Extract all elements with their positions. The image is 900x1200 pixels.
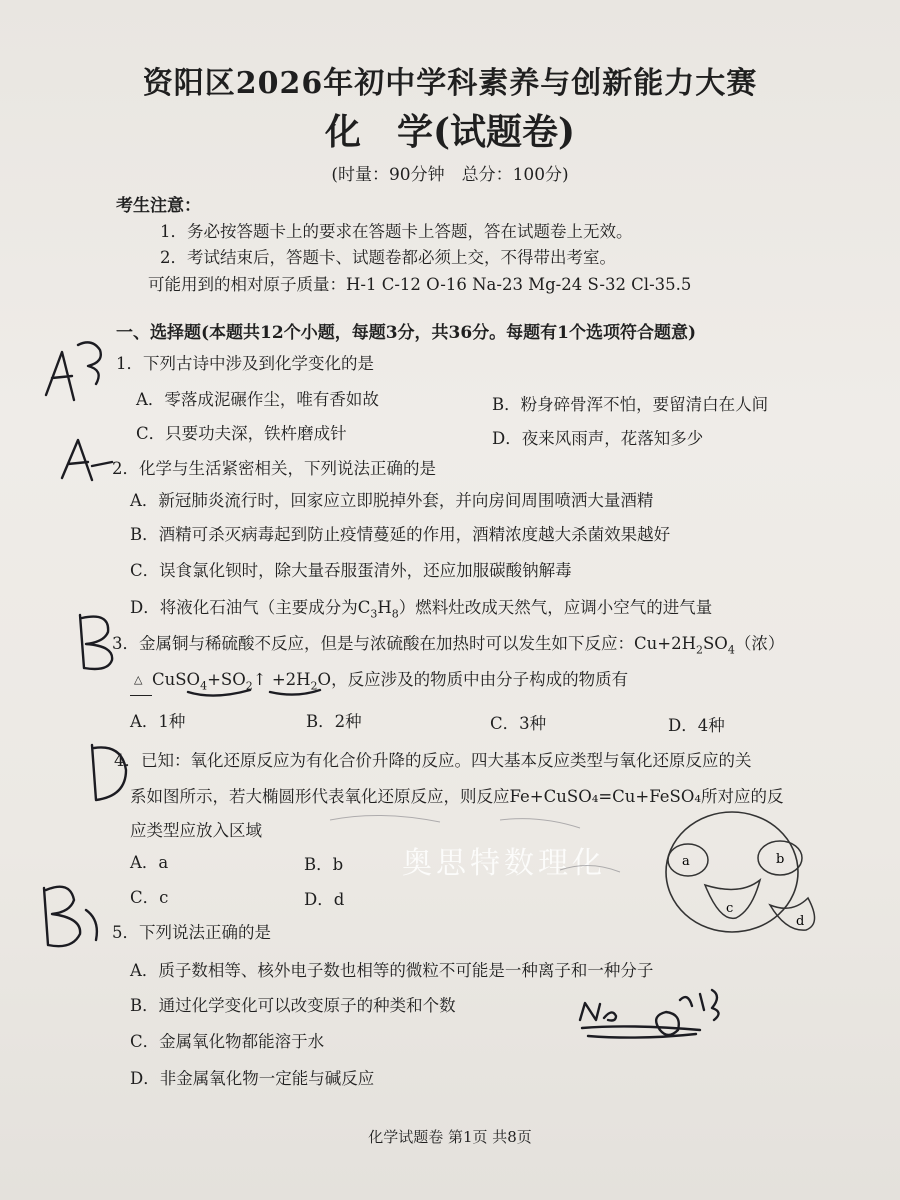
q2-option-b: B．酒精可杀灭病毒起到防止疫情蔓延的作用，酒精浓度越大杀菌效果越好 (130, 525, 671, 544)
q3-option-d: D．4种 (668, 716, 725, 735)
q5-option-b: B．通过化学变化可以改变原子的种类和个数 (130, 996, 456, 1015)
exam-title: 资阳区2026年初中学科素养与创新能力大赛 (142, 66, 758, 101)
q4-option-a: A．a (130, 853, 169, 872)
q1-option-a: A．零落成泥碾作尘，唯有香如故 (136, 390, 379, 409)
q5-option-a: A．质子数相等、核外电子数也相等的微粒不可能是一种离子和一种分子 (130, 961, 654, 980)
q2-option-d: D．将液化石油气（主要成分为$C_3H_8$）燃料灶改成天然气，应调小空气的进气量 (130, 598, 713, 621)
q1-option-c: C．只要功夫深，铁杵磨成针 (136, 424, 347, 443)
question-5-stem: 5．下列说法正确的是 (112, 923, 271, 942)
section-heading: 一、选择题(本题共12个小题，每题3分，共36分。每题有1个选项符合题意) (116, 323, 697, 343)
notice-item: 1．务必按答题卡上的要求在答题卡上答题，答在试题卷上无效。 (160, 222, 633, 241)
notice-item: 2．考试结束后，答题卡、试题卷都必须上交，不得带出考室。 (160, 248, 616, 267)
q5-option-c: C．金属氧化物都能溶于水 (130, 1032, 325, 1051)
q1-option-b: B．粉身碎骨浑不怕，要留清白在人间 (492, 395, 769, 414)
diagram-label-a: a (682, 854, 690, 869)
question-1-stem: 1．下列古诗中涉及到化学变化的是 (116, 354, 374, 373)
question-2-stem: 2．化学与生活紧密相关，下列说法正确的是 (112, 459, 436, 478)
q3-option-c: C．3种 (490, 714, 547, 733)
page-footer: 化学试题卷 第1页 共8页 (368, 1128, 532, 1146)
notice-heading: 考生注意： (116, 196, 201, 216)
q2-option-a: A．新冠肺炎流行时，回家应立即脱掉外套，并向房间周围喷洒大量酒精 (130, 491, 654, 510)
diagram-label-b: b (776, 852, 785, 867)
q4-option-c: C．c (130, 888, 169, 907)
exam-meta: (时量：90分钟 总分：100分) (331, 165, 569, 185)
atomic-masses: 可能用到的相对原子质量：H-1 C-12 O-16 Na-23 Mg-24 S-32 Cl-35.5 (148, 275, 692, 294)
question-3-stem: 3．金属铜与稀硫酸不反应，但是与浓硫酸在加热时可以发生如下反应：$Cu+2H_2SO_4$（浓） (112, 634, 785, 657)
q3-option-a: A．1种 (130, 712, 186, 731)
q4-option-b: B．b (304, 855, 344, 874)
q3-option-b: B．2种 (306, 712, 362, 731)
question-3-equation: △ $CuSO_4+SO_2↑ +2H_2O$，反应涉及的物质中由分子构成的物质有 (130, 666, 628, 692)
question-4-line-3: 应类型应放入区域 (130, 821, 262, 840)
q5-option-d: D．非金属氧化物一定能与碱反应 (130, 1069, 375, 1088)
question-4-line-2: 系如图所示，若大椭圆形代表氧化还原反应，则反应Fe+CuSO₄=Cu+FeSO₄所对应的反 (130, 787, 784, 806)
q1-option-d: D．夜来风雨声，花落知多少 (492, 429, 704, 448)
diagram-label-d: d (796, 914, 805, 929)
subject-title: 化 学(试题卷) (324, 111, 576, 153)
diagram-label-c: c (726, 901, 734, 916)
q2-option-c: C．误食氯化钡时，除大量吞服蛋清外，还应加服碳酸钠解毒 (130, 561, 572, 580)
question-4-line-1: 4．已知：氧化还原反应为有化合价升降的反应。四大基本反应类型与氧化还原反应的关 (114, 751, 752, 770)
watermark: 奥思特数理化 (402, 846, 606, 881)
q4-option-d: D．d (304, 890, 345, 909)
